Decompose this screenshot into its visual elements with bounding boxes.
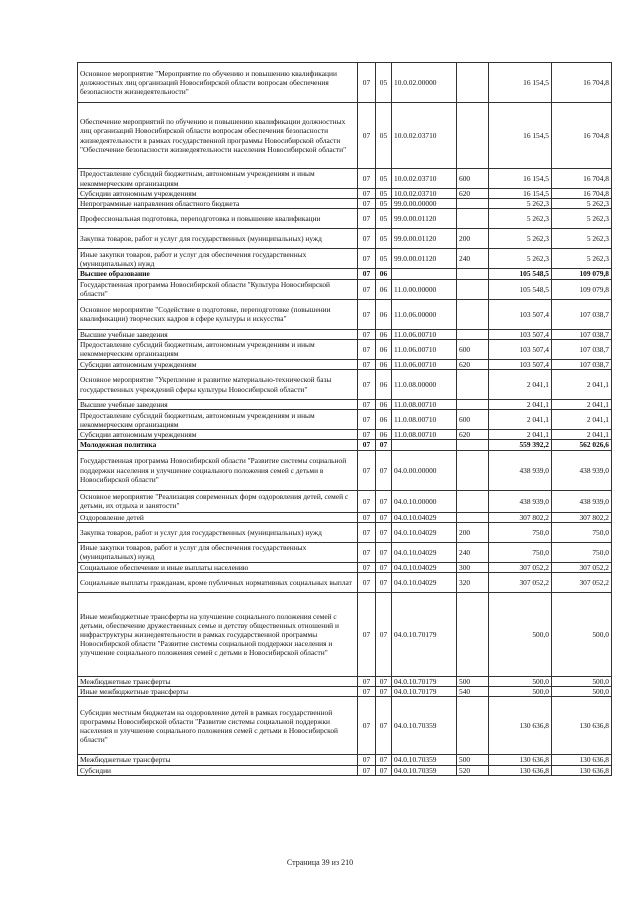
subsection-code: 06 (376, 400, 392, 410)
row-name: Закупка товаров, работ и услуг для государственных (муниципальных) нужд (78, 229, 358, 249)
table-row (78, 370, 612, 400)
table-row (78, 573, 612, 593)
expense-type-code (457, 440, 489, 450)
expense-type-code: 620 (457, 359, 489, 369)
section-code: 07 (358, 677, 376, 687)
amount-year-2: 109 079,8 (552, 269, 612, 279)
amount-year-1: 5 262,3 (489, 199, 552, 209)
expense-type-code: 320 (457, 573, 489, 593)
row-name: Молодежная политика (78, 440, 358, 450)
amount-year-2: 2 041,1 (552, 410, 612, 430)
target-article-code: 99.0.00.01120 (392, 209, 457, 229)
target-article-code: 11.0.06.00710 (392, 359, 457, 369)
expense-type-code: 300 (457, 562, 489, 572)
subsection-code: 07 (376, 755, 392, 765)
amount-year-2: 5 262,3 (552, 199, 612, 209)
table-row (78, 329, 612, 339)
amount-year-2: 107 038,7 (552, 339, 612, 359)
subsection-code: 06 (376, 269, 392, 279)
expense-type-code (457, 209, 489, 229)
table-body (78, 63, 612, 776)
amount-year-1: 307 802,2 (489, 512, 552, 522)
row-name: Предоставление субсидий бюджетным, автономным учреждениям и иным некоммерческим организациям (78, 339, 358, 359)
amount-year-2: 130 636,8 (552, 697, 612, 755)
table-row (78, 542, 612, 562)
expense-type-code (457, 450, 489, 490)
subsection-code: 07 (376, 687, 392, 697)
subsection-code: 07 (376, 522, 392, 542)
table-row (78, 765, 612, 775)
amount-year-2: 438 939,0 (552, 490, 612, 512)
row-name: Высшие учебные заведения (78, 329, 358, 339)
row-name: Обеспечение мероприятий по обучению и повышению квалификации должностных лиц организаций Новосибирской области вопросам обеспечения безопасности жизнедеятельности в рамках государственной программы Новосибирской области "Обеспечение безопасности жизнедеятельности населения Новосибирской области" (78, 103, 358, 169)
target-article-code: 04.0.10.70359 (392, 755, 457, 765)
target-article-code: 11.0.08.00710 (392, 410, 457, 430)
table-row (78, 450, 612, 490)
expense-type-code (457, 329, 489, 339)
amount-year-2: 2 041,1 (552, 430, 612, 440)
section-code: 07 (358, 63, 376, 103)
section-code: 07 (358, 370, 376, 400)
amount-year-2: 307 052,2 (552, 562, 612, 572)
row-name: Иные межбюджетные трансферты на улучшение социального положения семей с детьми, обеспечение дружественных семье и детству общественных отношений и инфраструктуры жизнедеятельности в рамках государственной программы Новосибирской области "Развитие системы социальной поддержки населения и улучшение социального положения семей с детьми в Новосибирской области" (78, 593, 358, 677)
section-code: 07 (358, 103, 376, 169)
amount-year-1: 16 154,5 (489, 103, 552, 169)
section-code: 07 (358, 450, 376, 490)
amount-year-1: 2 041,1 (489, 430, 552, 440)
subsection-code: 07 (376, 450, 392, 490)
amount-year-2: 130 636,8 (552, 755, 612, 765)
target-article-code: 04.0.10.04029 (392, 573, 457, 593)
expense-type-code (457, 279, 489, 299)
amount-year-1: 559 392,2 (489, 440, 552, 450)
table-row (78, 199, 612, 209)
expense-type-code: 240 (457, 249, 489, 269)
table-row (78, 299, 612, 329)
row-name: Межбюджетные трансферты (78, 677, 358, 687)
amount-year-1: 130 636,8 (489, 765, 552, 775)
amount-year-1: 2 041,1 (489, 400, 552, 410)
target-article-code: 11.0.06.00000 (392, 299, 457, 329)
subsection-code: 05 (376, 103, 392, 169)
table-row (78, 410, 612, 430)
section-code: 07 (358, 279, 376, 299)
section-code: 07 (358, 329, 376, 339)
table-row (78, 169, 612, 189)
section-code: 07 (358, 249, 376, 269)
row-name: Государственная программа Новосибирской области "Культура Новосибирской области" (78, 279, 358, 299)
target-article-code: 11.0.00.00000 (392, 279, 457, 299)
amount-year-2: 5 262,3 (552, 229, 612, 249)
row-name: Высшее образование (78, 269, 358, 279)
row-name: Основное мероприятие "Содействие в подготовке, переподготовке (повышении квалификации) творческих кадров в сфере культуры и искусства" (78, 299, 358, 329)
amount-year-1: 5 262,3 (489, 209, 552, 229)
row-name: Иные межбюджетные трансферты (78, 687, 358, 697)
expense-type-code (457, 512, 489, 522)
subsection-code: 05 (376, 189, 392, 199)
amount-year-2: 107 038,7 (552, 359, 612, 369)
table-row (78, 279, 612, 299)
row-name: Субсидии автономным учреждениям (78, 359, 358, 369)
amount-year-1: 5 262,3 (489, 249, 552, 269)
row-name: Непрограммные направления областного бюджета (78, 199, 358, 209)
subsection-code: 06 (376, 279, 392, 299)
amount-year-1: 130 636,8 (489, 697, 552, 755)
expense-type-code (457, 593, 489, 677)
amount-year-1: 5 262,3 (489, 229, 552, 249)
expense-type-code: 620 (457, 430, 489, 440)
subsection-code: 05 (376, 63, 392, 103)
table-row (78, 440, 612, 450)
expense-type-code (457, 697, 489, 755)
table-row (78, 697, 612, 755)
amount-year-1: 16 154,5 (489, 169, 552, 189)
row-name: Предоставление субсидий бюджетным, автономным учреждениям и иным некоммерческим организациям (78, 169, 358, 189)
table-row (78, 593, 612, 677)
amount-year-2: 16 704,8 (552, 189, 612, 199)
row-name: Высшие учебные заведения (78, 400, 358, 410)
target-article-code: 99.0.00.01120 (392, 229, 457, 249)
expense-type-code: 500 (457, 677, 489, 687)
row-name: Субсидии (78, 765, 358, 775)
target-article-code: 99.0.00.01120 (392, 249, 457, 269)
subsection-code: 07 (376, 512, 392, 522)
row-name: Субсидии местным бюджетам на оздоровление детей в рамках государственной программы Новосибирской области "Развитие системы социальной поддержки населения и улучшение социального положения семей с детьми в Новосибирской области" (78, 697, 358, 755)
subsection-code: 07 (376, 593, 392, 677)
section-code: 07 (358, 430, 376, 440)
section-code: 07 (358, 169, 376, 189)
table-row (78, 229, 612, 249)
table-row (78, 209, 612, 229)
amount-year-2: 2 041,1 (552, 370, 612, 400)
amount-year-2: 16 704,8 (552, 63, 612, 103)
target-article-code: 11.0.06.00710 (392, 339, 457, 359)
subsection-code: 06 (376, 430, 392, 440)
subsection-code: 07 (376, 542, 392, 562)
subsection-code: 06 (376, 370, 392, 400)
row-name: Межбюджетные трансферты (78, 755, 358, 765)
amount-year-2: 750,0 (552, 542, 612, 562)
expense-type-code: 500 (457, 755, 489, 765)
amount-year-2: 2 041,1 (552, 400, 612, 410)
table-row (78, 269, 612, 279)
expense-type-code: 520 (457, 765, 489, 775)
amount-year-1: 307 052,2 (489, 562, 552, 572)
target-article-code: 10.0.02.00000 (392, 63, 457, 103)
target-article-code: 04.0.10.04029 (392, 512, 457, 522)
table-row (78, 63, 612, 103)
table-row (78, 339, 612, 359)
amount-year-2: 438 939,0 (552, 450, 612, 490)
expense-type-code: 620 (457, 189, 489, 199)
section-code: 07 (358, 199, 376, 209)
section-code: 07 (358, 573, 376, 593)
amount-year-1: 103 507,4 (489, 359, 552, 369)
page-number: Страница 39 из 210 (286, 858, 354, 867)
expense-type-code: 540 (457, 687, 489, 697)
amount-year-1: 103 507,4 (489, 299, 552, 329)
amount-year-1: 2 041,1 (489, 410, 552, 430)
section-code: 07 (358, 755, 376, 765)
row-name: Субсидии автономным учреждениям (78, 430, 358, 440)
table-row (78, 400, 612, 410)
target-article-code (392, 269, 457, 279)
target-article-code: 99.0.00.00000 (392, 199, 457, 209)
target-article-code: 10.0.02.03710 (392, 189, 457, 199)
expense-type-code (457, 63, 489, 103)
amount-year-2: 307 052,2 (552, 573, 612, 593)
subsection-code: 07 (376, 677, 392, 687)
table-row (78, 522, 612, 542)
section-code: 07 (358, 359, 376, 369)
section-code: 07 (358, 209, 376, 229)
expense-type-code: 200 (457, 229, 489, 249)
amount-year-2: 562 026,6 (552, 440, 612, 450)
expense-type-code (457, 199, 489, 209)
target-article-code (392, 440, 457, 450)
row-name: Основное мероприятие "Укрепление и развитие материально-технической базы государственных учреждений сферы культуры Новосибирской области" (78, 370, 358, 400)
amount-year-1: 500,0 (489, 593, 552, 677)
table-row (78, 430, 612, 440)
table-row (78, 677, 612, 687)
subsection-code: 07 (376, 697, 392, 755)
section-code: 07 (358, 562, 376, 572)
amount-year-1: 16 154,5 (489, 189, 552, 199)
subsection-code: 05 (376, 199, 392, 209)
section-code: 07 (358, 400, 376, 410)
row-name: Закупка товаров, работ и услуг для государственных (муниципальных) нужд (78, 522, 358, 542)
subsection-code: 06 (376, 299, 392, 329)
amount-year-2: 130 636,8 (552, 765, 612, 775)
expense-type-code: 600 (457, 410, 489, 430)
target-article-code: 04.0.10.70359 (392, 765, 457, 775)
target-article-code: 04.0.10.00000 (392, 490, 457, 512)
budget-table (77, 62, 612, 776)
amount-year-1: 438 939,0 (489, 490, 552, 512)
document-sheet (77, 62, 611, 776)
section-code: 07 (358, 269, 376, 279)
subsection-code: 07 (376, 573, 392, 593)
section-code: 07 (358, 687, 376, 697)
subsection-code: 06 (376, 410, 392, 430)
amount-year-1: 500,0 (489, 687, 552, 697)
target-article-code: 04.0.10.04029 (392, 522, 457, 542)
row-name: Социальное обеспечение и иные выплаты населению (78, 562, 358, 572)
section-code: 07 (358, 542, 376, 562)
amount-year-1: 750,0 (489, 522, 552, 542)
subsection-code: 07 (376, 490, 392, 512)
amount-year-2: 750,0 (552, 522, 612, 542)
amount-year-2: 107 038,7 (552, 329, 612, 339)
amount-year-1: 130 636,8 (489, 755, 552, 765)
subsection-code: 05 (376, 169, 392, 189)
row-name: Иные закупки товаров, работ и услуг для обеспечения государственных (муниципальных) нужд (78, 542, 358, 562)
amount-year-2: 5 262,3 (552, 249, 612, 269)
amount-year-1: 103 507,4 (489, 339, 552, 359)
target-article-code: 11.0.06.00710 (392, 329, 457, 339)
target-article-code: 04.0.10.04029 (392, 542, 457, 562)
section-code: 07 (358, 189, 376, 199)
row-name: Профессиональная подготовка, переподготовка и повышение квалификации (78, 209, 358, 229)
table-row (78, 249, 612, 269)
section-code: 07 (358, 299, 376, 329)
row-name: Основное мероприятие "Реализация современных форм оздоровления детей, семей с детьми, их отдыха и занятости" (78, 490, 358, 512)
row-name: Оздоровление детей (78, 512, 358, 522)
section-code: 07 (358, 410, 376, 430)
target-article-code: 10.0.02.03710 (392, 169, 457, 189)
subsection-code: 05 (376, 209, 392, 229)
amount-year-2: 500,0 (552, 593, 612, 677)
section-code: 07 (358, 697, 376, 755)
section-code: 07 (358, 765, 376, 775)
section-code: 07 (358, 593, 376, 677)
target-article-code: 04.0.10.70179 (392, 677, 457, 687)
table-row (78, 755, 612, 765)
expense-type-code: 600 (457, 169, 489, 189)
subsection-code: 07 (376, 562, 392, 572)
amount-year-2: 307 802,2 (552, 512, 612, 522)
amount-year-1: 2 041,1 (489, 370, 552, 400)
amount-year-1: 750,0 (489, 542, 552, 562)
table-row (78, 562, 612, 572)
table-row (78, 359, 612, 369)
target-article-code: 04.0.10.70179 (392, 593, 457, 677)
expense-type-code (457, 490, 489, 512)
section-code: 07 (358, 339, 376, 359)
table-row (78, 512, 612, 522)
amount-year-2: 5 262,3 (552, 209, 612, 229)
subsection-code: 05 (376, 229, 392, 249)
table-row (78, 189, 612, 199)
row-name: Иные закупки товаров, работ и услуг для обеспечения государственных (муниципальных) нужд (78, 249, 358, 269)
expense-type-code (457, 103, 489, 169)
expense-type-code (457, 370, 489, 400)
table-row (78, 490, 612, 512)
amount-year-1: 103 507,4 (489, 329, 552, 339)
expense-type-code: 240 (457, 542, 489, 562)
section-code: 07 (358, 440, 376, 450)
target-article-code: 11.0.08.00710 (392, 400, 457, 410)
expense-type-code: 200 (457, 522, 489, 542)
row-name: Предоставление субсидий бюджетным, автономным учреждениям и иным некоммерческим организациям (78, 410, 358, 430)
amount-year-2: 500,0 (552, 677, 612, 687)
expense-type-code (457, 299, 489, 329)
amount-year-1: 105 548,5 (489, 279, 552, 299)
subsection-code: 07 (376, 765, 392, 775)
amount-year-2: 16 704,8 (552, 169, 612, 189)
section-code: 07 (358, 512, 376, 522)
subsection-code: 06 (376, 329, 392, 339)
amount-year-1: 16 154,5 (489, 63, 552, 103)
amount-year-1: 500,0 (489, 677, 552, 687)
amount-year-2: 109 079,8 (552, 279, 612, 299)
row-name: Государственная программа Новосибирской области "Развитие системы социальной поддержки населения и улучшение социального положения семей с детьми в Новосибирской области" (78, 450, 358, 490)
target-article-code: 04.0.10.70179 (392, 687, 457, 697)
target-article-code: 04.0.00.00000 (392, 450, 457, 490)
expense-type-code: 600 (457, 339, 489, 359)
subsection-code: 06 (376, 339, 392, 359)
target-article-code: 11.0.08.00710 (392, 430, 457, 440)
amount-year-1: 438 939,0 (489, 450, 552, 490)
row-name: Субсидии автономным учреждениям (78, 189, 358, 199)
target-article-code: 04.0.10.70359 (392, 697, 457, 755)
subsection-code: 07 (376, 440, 392, 450)
amount-year-2: 107 038,7 (552, 299, 612, 329)
target-article-code: 10.0.02.03710 (392, 103, 457, 169)
section-code: 07 (358, 490, 376, 512)
target-article-code: 11.0.08.00000 (392, 370, 457, 400)
table-row (78, 103, 612, 169)
target-article-code: 04.0.10.04029 (392, 562, 457, 572)
table-row (78, 687, 612, 697)
row-name: Основное мероприятие "Мероприятие по обучению и повышению квалификации должностных лиц организаций Новосибирской области вопросам обеспечения безопасности жизнедеятельности" (78, 63, 358, 103)
row-name: Социальные выплаты гражданам, кроме публичных нормативных социальных выплат (78, 573, 358, 593)
expense-type-code (457, 269, 489, 279)
section-code: 07 (358, 522, 376, 542)
amount-year-1: 307 052,2 (489, 573, 552, 593)
subsection-code: 06 (376, 359, 392, 369)
amount-year-2: 16 704,8 (552, 103, 612, 169)
expense-type-code (457, 400, 489, 410)
section-code: 07 (358, 229, 376, 249)
amount-year-2: 500,0 (552, 687, 612, 697)
subsection-code: 05 (376, 249, 392, 269)
amount-year-1: 105 548,5 (489, 269, 552, 279)
